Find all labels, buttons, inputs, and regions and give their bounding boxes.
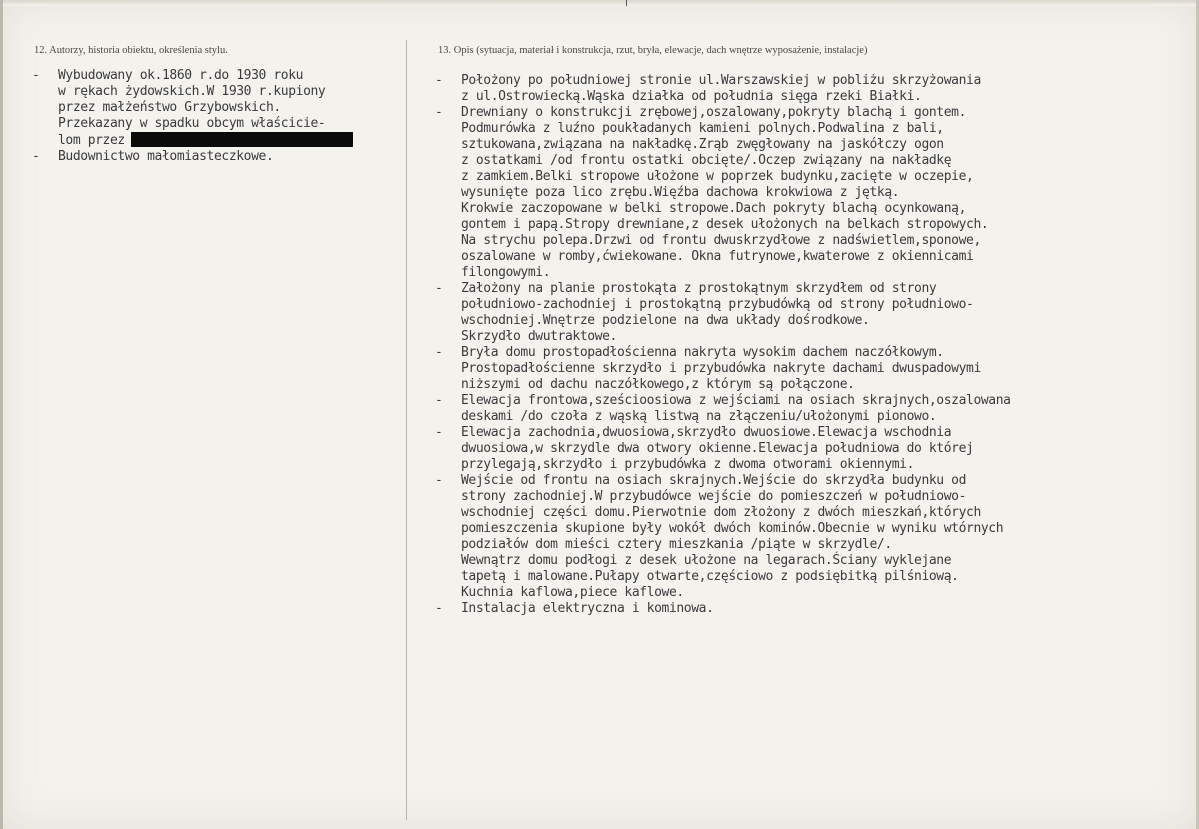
text-line — [461, 153, 988, 169]
text-line — [461, 361, 981, 377]
text-line — [461, 105, 988, 121]
text-line — [461, 185, 988, 201]
text-line-content: wysunięte poza lico zrębu.Więźba dachowa krokwiowa z jętką. — [461, 185, 900, 200]
item-text — [461, 281, 973, 345]
text-line — [461, 121, 988, 137]
text-line-content: deskami /do czoła z wąską listwą na złączeniu/ułożonymi pionowo. — [461, 409, 937, 424]
text-line — [461, 217, 988, 233]
text-line-content: z ul.Ostrowiecką.Wąska działka od południa sięga rzeki Białki. — [461, 89, 922, 104]
text-line — [58, 100, 353, 116]
text-line — [58, 132, 353, 149]
text-line — [58, 149, 273, 165]
text-line — [58, 84, 353, 100]
text-line-content: Przekazany w spadku obcym właściciе- — [58, 116, 326, 131]
text-line — [461, 537, 1003, 553]
text-line-content: Elewacja frontowa,sześcioosiowa z wejściami na osiach skrajnych,oszalowana — [461, 393, 1011, 408]
text-line-content: Wejście od frontu na osiach skrajnych.Wejście do skrzydła budynku od — [461, 473, 967, 488]
bullet-dash: - — [435, 393, 443, 408]
text-line-content: filongowymi. — [461, 265, 551, 280]
text-line-content: Skrzydło dwutraktowe. — [461, 329, 617, 344]
text-line — [461, 489, 1003, 505]
text-line — [461, 345, 981, 361]
item-text — [461, 601, 714, 617]
text-line — [461, 393, 1011, 409]
list-item — [435, 345, 1011, 393]
text-line — [461, 569, 1003, 585]
section-12-header: 12. Autorzy, historia obiektu, określenia stylu. — [34, 45, 228, 56]
text-line — [461, 521, 1003, 537]
text-line — [461, 553, 1003, 569]
bullet-dash: - — [435, 281, 443, 296]
list-item — [32, 149, 353, 165]
text-line — [461, 473, 1003, 489]
text-line-content: Kuchnia kaflowa,piece kaflowe. — [461, 585, 684, 600]
text-line-content: Wewnątrz domu podłogi z desek ułożone na legarach.Ściany wyklejane — [461, 553, 952, 568]
text-line-content: gontem i papą.Stropy drewniane,z desek ułożonych na belkach stropowych. — [461, 217, 989, 232]
text-line — [461, 233, 988, 249]
text-line-content: pomieszczenia skupione były wokół dwóch kominów.Obecnie w wyniku wtórnych — [461, 521, 1004, 536]
text-line-content: przez małżeństwo Grzybowskich. — [58, 100, 281, 115]
text-line-content: dwuosiowa,w skrzydle dwa otwory okienne.Elewacja południowa do której — [461, 441, 974, 456]
text-line — [461, 137, 988, 153]
text-line — [461, 297, 973, 313]
bullet-dash: - — [435, 425, 443, 440]
text-line-content: południowo-zachodniej i prostokątną przybudówką od strony południowo- — [461, 297, 974, 312]
bullet-dash: - — [32, 68, 40, 83]
text-line — [461, 89, 981, 105]
item-text — [461, 345, 981, 393]
text-line-content: w rękach żydowskich.W 1930 r.kupiony — [58, 84, 326, 99]
bullet-dash: - — [435, 601, 443, 616]
text-line-content: Krokwie zaczopowane w belki stropowe.Dach pokryty blachą ocynkowaną, — [461, 201, 967, 216]
text-line-content: sztukowana,związana na nakładkę.Zrąb zwęgłowany na jaskółczy ogon — [461, 137, 944, 152]
text-line-content: Na strychu polepa.Drzwi od frontu dwuskrzydłowe z nadświetlem,sponowe, — [461, 233, 981, 248]
text-line — [58, 116, 353, 132]
text-line-content: tapetą i malowane.Pułapy otwarte,częściowo z podsiębitką pilśniową. — [461, 569, 959, 584]
text-line-content: strony zachodniej.W przybudówce wejście do pomieszczeń w południowo- — [461, 489, 967, 504]
redaction-bar — [131, 132, 353, 147]
history-list — [32, 68, 353, 165]
text-line — [461, 169, 988, 185]
item-text — [461, 393, 1011, 425]
bullet-dash: - — [32, 149, 40, 164]
item-text — [461, 425, 973, 473]
text-line — [461, 457, 973, 473]
text-line — [461, 73, 981, 89]
list-item — [435, 425, 1011, 473]
text-line-content: Prostopadłościenne skrzydło i przybudówka nakryte dachami dwuspadowymi — [461, 361, 981, 376]
text-line — [461, 377, 981, 393]
text-line-content: Elewacja zachodnia,dwuosiowa,skrzydło dwuosiowe.Elewacja wschodnia — [461, 425, 952, 440]
text-line — [461, 249, 988, 265]
text-line-content: Założony na planie prostokąta z prostokątnym skrzydłem od strony — [461, 281, 937, 296]
text-line-content: z zamkiem.Belki stropowe ułożone w poprzek budynku,zacięte w oczepie, — [461, 169, 974, 184]
text-line — [461, 505, 1003, 521]
text-line — [461, 265, 988, 281]
bullet-dash: - — [435, 345, 443, 360]
list-item — [435, 601, 1011, 617]
text-line-content: wschodniej.Wnętrze podzielone na dwa układy dośrodkowe. — [461, 313, 870, 328]
item-text — [461, 73, 981, 105]
bullet-dash: - — [435, 73, 443, 88]
text-line-content: Budownictwo małomiasteczkowe. — [58, 149, 274, 164]
list-item — [435, 105, 1011, 281]
text-line-content: Wybudowany ok.1860 r.do 1930 roku — [58, 68, 304, 83]
item-text — [461, 105, 988, 281]
text-line — [461, 601, 714, 617]
text-line — [461, 329, 973, 345]
text-line-content: niższymi od dachu naczółkowego,z którym są połączone. — [461, 377, 855, 392]
list-item — [32, 68, 353, 149]
list-item — [435, 393, 1011, 425]
item-text — [461, 473, 1003, 601]
text-line — [461, 313, 973, 329]
list-item — [435, 73, 1011, 105]
text-line — [461, 425, 973, 441]
item-text — [58, 68, 353, 149]
paper-left-edge — [0, 0, 3, 829]
text-line — [461, 281, 973, 297]
column-divider — [406, 40, 407, 820]
text-line — [461, 409, 1011, 425]
description-list — [435, 73, 1011, 617]
paper-tick-mark — [626, 0, 627, 6]
list-item — [435, 473, 1011, 601]
text-line-content: z ostatkami /od frontu ostatki obcięte/.Oczep związany na nakładkę — [461, 153, 952, 168]
text-line-content: Drewniany o konstrukcji zrębowej,oszalowany,pokryty blachą i gontem. — [461, 105, 967, 120]
section-13-header: 13. Opis (sytuacja, materiał i konstrukcja, rzut, bryła, elewacje, dach wnętrze wyposażenie, instalacje) — [438, 45, 868, 56]
item-text — [58, 149, 273, 165]
text-line-content: wschodniej części domu.Pierwotnie dom złożony z dwóch mieszkań,których — [461, 505, 981, 520]
text-line-content: Bryła domu prostopadłościenna nakryta wysokim dachem naczółkowym. — [461, 345, 944, 360]
text-line-content: oszalowane w romby,ćwiekowane. Okna futrynowe,kwaterowe z okiennicami — [461, 249, 974, 264]
bullet-dash: - — [435, 105, 443, 120]
text-line — [58, 68, 353, 84]
bullet-dash: - — [435, 473, 443, 488]
text-line — [461, 441, 973, 457]
list-item — [435, 281, 1011, 345]
text-line-content: Podmurówka z luźno poukładanych kamieni polnych.Podwalina z bali, — [461, 121, 944, 136]
text-line-content: podziałów dom mieści cztery mieszkania /piąte w skrzydle/. — [461, 537, 892, 552]
text-line-content: Instalacja elektryczna i kominowa. — [461, 601, 714, 616]
text-line-content: przylegają,skrzydło i przybudówka z dwoma otworami okiennymi. — [461, 457, 915, 472]
text-line — [461, 585, 1003, 601]
paper-top-edge — [0, 0, 1199, 6]
text-line — [461, 201, 988, 217]
text-line-content: lom przez — [58, 133, 125, 148]
text-line-content: Położony po południowej stronie ul.Warszawskiej w pobliżu skrzyżowania — [461, 73, 981, 88]
